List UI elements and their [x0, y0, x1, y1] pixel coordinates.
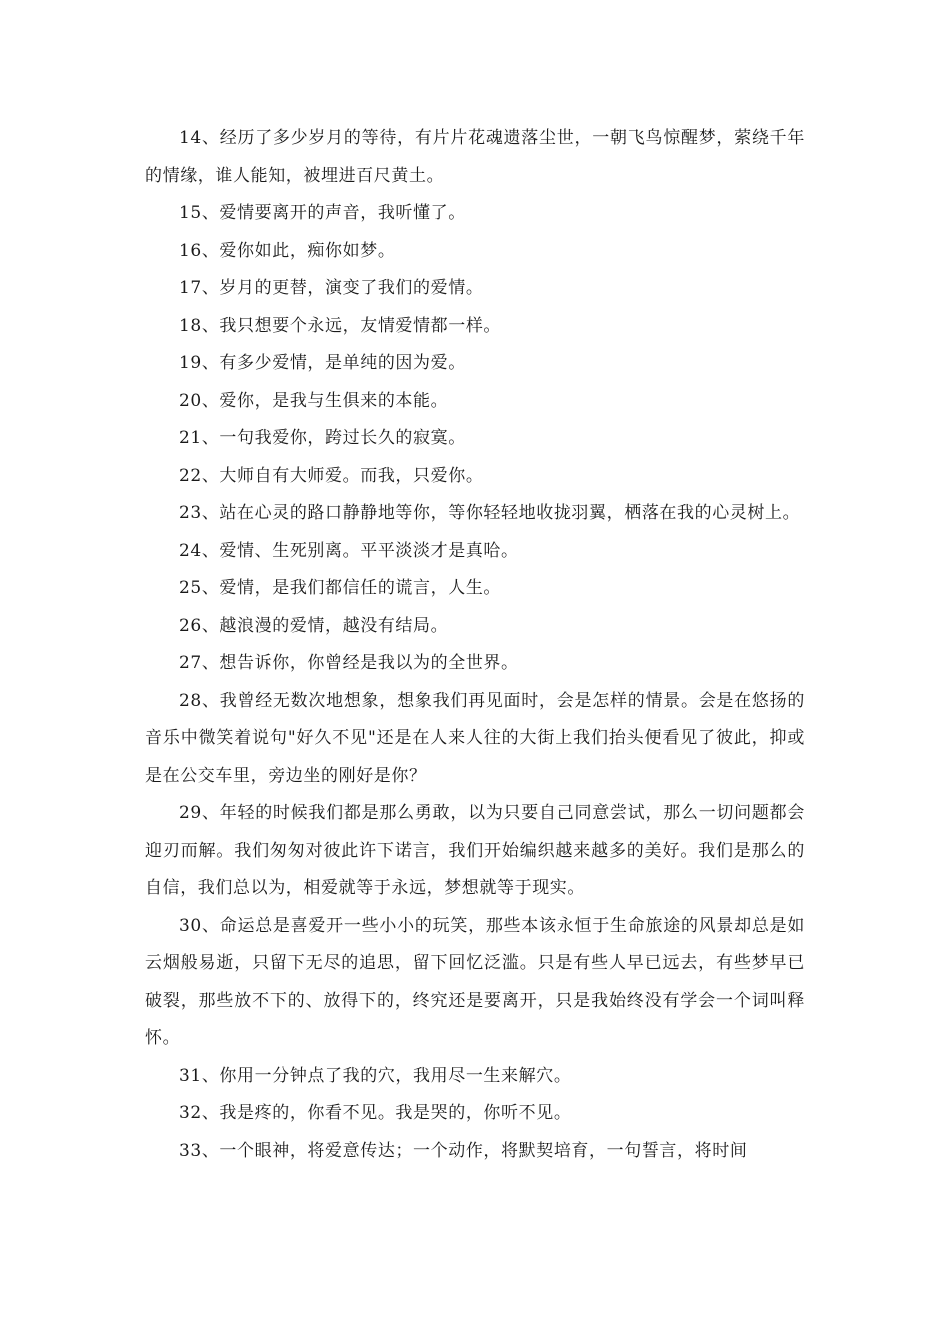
paragraph-16: 16、爱你如此，痴你如梦。 [179, 240, 396, 261]
paragraph-21: 21、一句我爱你，跨过长久的寂寞。 [179, 428, 466, 448]
paragraph-28: 28、我曾经无数次地想象，想象我们再见面时，会是怎样的情景。会是在悠扬的音乐中微笑着说句"好久不见"还是在人来人往的大街上我们抬头便看见了彼此，抑或是在公交车里，旁边坐的刚好是你？ [145, 690, 805, 786]
paragraph-26: 26、越浪漫的爱情，越没有结局。 [179, 615, 449, 636]
paragraph-25: 25、爱情，是我们都信任的谎言，人生。 [179, 578, 502, 598]
paragraph-17: 17、岁月的更替，演变了我们的爱情。 [179, 278, 484, 298]
paragraph-32: 32、我是疼的，你看不见。我是哭的，你听不见。 [179, 1103, 572, 1123]
paragraph-18: 18、我只想要个永远，友情爱情都一样。 [179, 315, 502, 336]
paragraph-20: 20、爱你，是我与生俱来的本能。 [179, 390, 449, 411]
paragraph-27: 27、想告诉你，你曾经是我以为的全世界。 [179, 653, 519, 673]
paragraph-15: 15、爱情要离开的声音，我听懂了。 [179, 203, 466, 223]
paragraph-14: 14、经历了多少岁月的等待，有片片花魂遗落尘世，一朝飞鸟惊醒梦，萦绕千年的情缘，谁人能知，被埋进百尺黄土。 [145, 128, 805, 186]
paragraph-19: 19、有多少爱情，是单纯的因为爱。 [179, 353, 466, 373]
paragraph-29: 29、年轻的时候我们都是那么勇敢，以为只要自己同意尝试，那么一切问题都会迎刃而解。我们匆匆对彼此许下诺言，我们开始编织越来越多的美好。我们是那么的自信，我们总以为，相爱就等于永远，梦想就等于现实。 [145, 803, 805, 898]
paragraph-23: 23、站在心灵的路口静静地等你，等你轻轻地收拢羽翼，栖落在我的心灵树上。 [179, 503, 801, 523]
paragraph-30: 30、命运总是喜爱开一些小小的玩笑，那些本该永恒于生命旅途的风景却总是如云烟般易逝，只留下无尽的追思，留下回忆泛滥。只是有些人早已远去，有些梦早已破裂，那些放不下的、放得下的，终究还是要离开，只是我始终没有学会一个词叫释怀。 [145, 915, 805, 1048]
paragraph-22: 22、大师自有大师爱。而我，只爱你。 [179, 465, 484, 486]
paragraph-31: 31、你用一分钟点了我的穴，我用尽一生来解穴。 [179, 1065, 572, 1086]
paragraph-33: 33、一个眼神，将爱意传达；一个动作，将默契培育，一句誓言，将时间 [179, 1140, 748, 1161]
document-body [145, 120, 805, 1170]
paragraph-24: 24、爱情、生死别离。平平淡淡才是真哈。 [179, 540, 519, 561]
